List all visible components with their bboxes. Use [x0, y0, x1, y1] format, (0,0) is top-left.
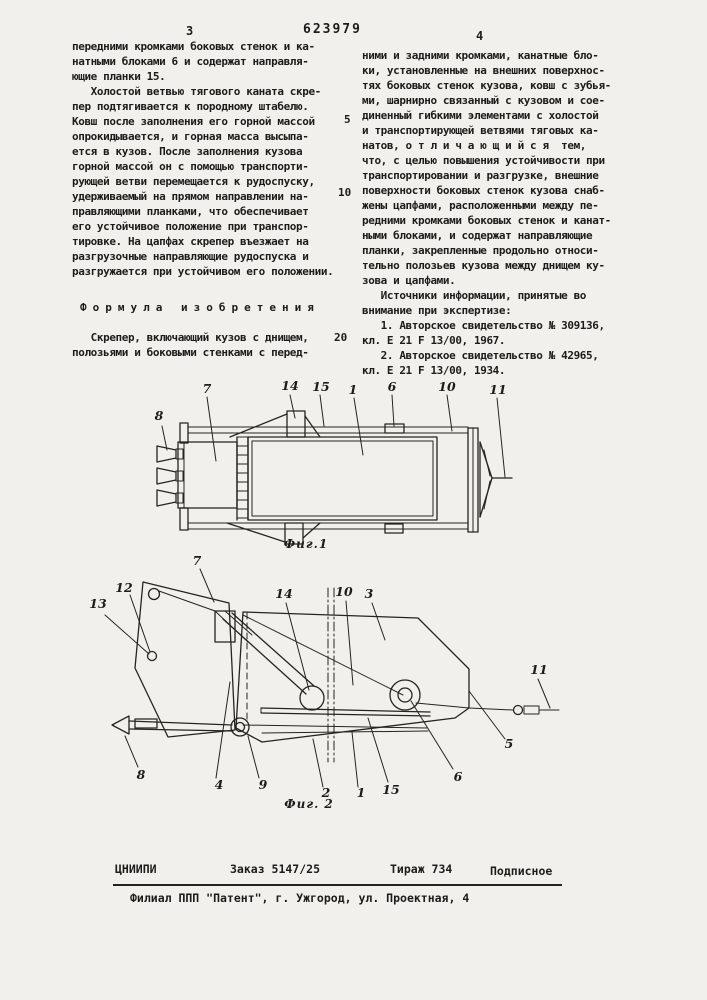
fig2-label-10: 10 [335, 584, 353, 599]
margin-line-number-5: 5 [344, 113, 351, 126]
fig2-label-12: 12 [115, 580, 133, 595]
fig1-label-1: 1 [348, 382, 358, 397]
fig2-label-1: 1 [356, 785, 366, 800]
fig2-label-15: 15 [382, 782, 400, 797]
text-line: диненный гибкими элементами с холостой [362, 109, 599, 122]
text-line: ными блоками, и содержат направляющие [362, 229, 593, 242]
text-line: зова и цапфами. [362, 274, 456, 287]
text-line: разгружается при устойчивом его положении. [72, 265, 334, 278]
text-line: Холостой ветвью тягового каната скре- [72, 85, 321, 98]
text-line: удерживаемый на прямом направлении на- [72, 190, 309, 203]
text-line: внимание при экспертизе: [362, 304, 512, 317]
left-column-paragraphs [72, 39, 344, 279]
fig2-labels [89, 553, 547, 811]
fig1-label-8: 8 [154, 408, 164, 423]
footer-branch: Филиал ППП "Патент", г. Ужгород, ул. Проектная, 4 [130, 891, 470, 905]
figure-2-drawing [85, 555, 565, 817]
text-line: ними и задними кромками, канатные бло- [362, 49, 599, 62]
text-line: ющие планки 15. [72, 70, 166, 83]
text-line: Скрепер, включающий кузов с днищем, [72, 331, 309, 344]
fig1-label-7: 7 [202, 381, 212, 396]
fig1-label-14: 14 [281, 378, 299, 393]
text-line: пер подтягивается к породному штабелю. [72, 100, 309, 113]
footer-divider [113, 884, 562, 886]
page-number-left: 3 [186, 24, 194, 38]
text-line: передними кромками боковых стенок и ка- [72, 40, 315, 53]
text-line: ми, шарнирно связанный с кузовом и сое- [362, 94, 605, 107]
footer-tirazh: Тираж 734 [390, 862, 453, 876]
page-number-right: 4 [476, 29, 484, 43]
fig2-label-13: 13 [89, 596, 107, 611]
fig1-label-11: 11 [489, 382, 507, 397]
text-line: опрокидывается, и горная масса высыпа- [72, 130, 309, 143]
text-line: ется в кузов. После заполнения кузова [72, 145, 303, 158]
fig2-label-8: 8 [136, 767, 146, 782]
text-line: ки, установленные на внешних поверхнос- [362, 64, 605, 77]
fig2-caption: Фиг. 2 [284, 797, 334, 811]
text-line: 1. Авторское свидетельство № 309136, [362, 319, 605, 332]
text-line: 2. Авторское свидетельство № 42965, [362, 349, 599, 362]
text-line: его устойчивое положение при транспор- [72, 220, 309, 233]
text-line: тельно полозьев кузова между днищем ку- [362, 259, 605, 272]
text-line: полозьями и боковыми стенками с перед- [72, 346, 309, 359]
patent-number: 623979 [303, 22, 362, 37]
fig1-label-6: 6 [387, 379, 397, 394]
text-line: натов, о т л и ч а ю щ и й с я тем, [362, 139, 587, 152]
left-column-claim [72, 330, 344, 360]
fig2-label-3: 3 [364, 586, 374, 601]
text-line: кл. Е 21 F 13/00, 1934. [362, 364, 506, 377]
text-line: поверхности боковых стенок кузова снаб- [362, 184, 605, 197]
fig1-leader-lines [162, 395, 505, 477]
fig2-label-7: 7 [192, 553, 202, 568]
fig2-label-6: 6 [453, 769, 463, 784]
fig1-body [157, 411, 512, 544]
fig2-label-2: 2 [321, 785, 331, 800]
right-column-text [362, 48, 634, 378]
footer-subscription: Подписное [490, 864, 553, 878]
fig2-label-4: 4 [214, 777, 224, 792]
fig2-body [112, 582, 559, 762]
text-line: тях боковых стенок кузова, ковш с зубья- [362, 79, 611, 92]
claims-heading: Формула изобретения [80, 301, 320, 314]
text-line: горной массой он с помощью транспорти- [72, 160, 309, 173]
fig1-labels [155, 378, 507, 551]
footer-order: Заказ 5147/25 [230, 862, 321, 876]
text-line: разгрузочные направляющие рудоспуска и [72, 250, 309, 263]
fig1-caption: Фиг.1 [283, 537, 329, 551]
text-line: редними кромками боковых стенок и канат- [362, 214, 611, 227]
margin-line-number-20: 20 [334, 331, 348, 344]
text-line: Ковш после заполнения его горной массой [72, 115, 315, 128]
fig2-label-9: 9 [258, 777, 268, 792]
text-line: натными блоками 6 и содержат направля- [72, 55, 309, 68]
figure-1-drawing [140, 378, 560, 568]
fig2-label-11: 11 [530, 662, 548, 677]
margin-line-number-10: 10 [338, 186, 352, 199]
text-line: планки, закрепленные продольно относи- [362, 244, 599, 257]
text-line: Источники информации, принятые во [362, 289, 587, 302]
fig1-label-15: 15 [312, 379, 330, 394]
text-line: жены цапфами, расположенными между пе- [362, 199, 599, 212]
text-line: что, с целью повышения устойчивости при [362, 154, 605, 167]
text-line: рующей ветви перемещается к рудоспуску, [72, 175, 315, 188]
text-line: и транспортирующей ветвями тяговых ка- [362, 124, 599, 137]
fig1-label-10: 10 [438, 379, 456, 394]
text-line: правляющими планками, что обеспечивает [72, 205, 309, 218]
text-line: транспортировании и разгрузке, внешние [362, 169, 599, 182]
fig2-label-14: 14 [275, 586, 293, 601]
footer-org: ЦНИИПИ [115, 862, 157, 876]
text-line: тировке. На цапфах скрепер въезжает на [72, 235, 309, 248]
fig2-label-5: 5 [504, 736, 514, 751]
text-line: кл. Е 21 F 13/00, 1967. [362, 334, 506, 347]
